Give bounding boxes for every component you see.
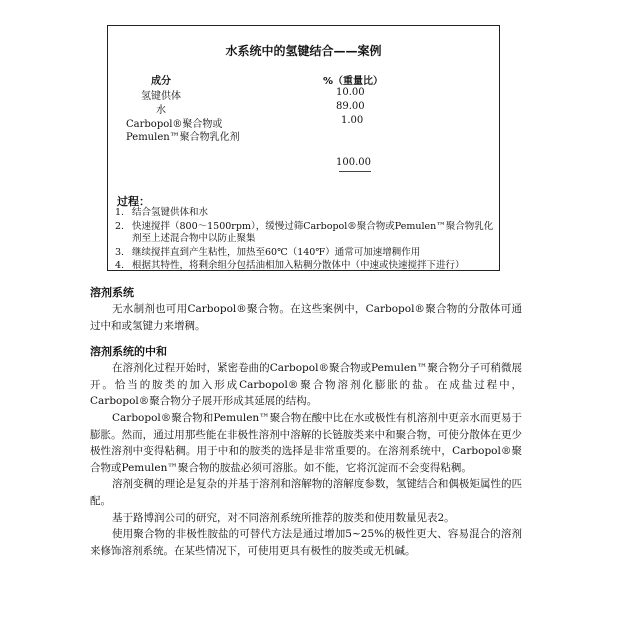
section-heading: 溶剂系统的中和 [90,345,167,359]
example-box [107,25,500,271]
ingredient-percent: 10.00 [336,87,365,98]
process-step: 2. 快速搅拌（800～1500rpm），缓慢过筛Carbopol®聚合物或Pemulen™聚合物乳化剂至上述混合物中以防止聚集 [115,220,494,244]
ingredient-name: Pemulen™聚合物乳化剂 [126,132,240,143]
ingredient-percent: 89.00 [336,101,365,112]
paragraph: Carbopol®聚合物和Pemulen™聚合物在酸中比在水或极性有机溶剂中更亲水而更易于膨胀。然而，通过用那些能在非极性溶剂中溶解的长链胺类来中和聚合物，可使分散体在更少极性溶剂中变得粘稠。用于中和的胺类的选择是非常重要的。在溶剂系统中，Carbopol®聚合物或Pemulen™聚合物的胺盐必须可溶胀。如不能，它将沉淀而不会变得粘稠。 [90,411,522,474]
paragraph: 使用聚合物的非极性胺盐的可替代方法是通过增加5~25%的极性更大、容易混合的溶剂来修饰溶剂系统。在某些情况下，可使用更具有极性的胺类或无机碱。 [90,528,522,557]
body-content [90,285,522,559]
process-step: 4. 根据其特性，将剩余组分包括油相加入粘稠分散体中（中速或快速搅拌下进行） [115,260,465,271]
process-step: 1. 结合氢键供体和水 [115,207,209,218]
paragraph: 在溶剂化过程开始时，紧密卷曲的Carbopol®聚合物或Pemulen™聚合物分子可稍微展开。恰当的胺类的加入形成Carbopol®聚合物溶剂化膨胀的盐。在成盐过程中，Carbopol®聚合物分子展开形成其延展的结构。 [90,362,522,408]
total-percent: 100.00 [336,157,371,168]
percent-header: %（重量比） [323,76,384,87]
ingredient-name: Carbopol®聚合物或 [126,119,223,130]
paragraph: 溶剂变稠的理论是复杂的并基于溶剂和溶解物的溶解度参数，氢键结合和偶极矩属性的匹配。 [90,478,522,507]
paragraph: 无水制剂也可用Carbopol®聚合物。在这些案例中，Carbopol®聚合物的分散体可通过中和或氢键力来增稠。 [90,303,522,332]
ingredient-percent: 1.00 [341,115,364,126]
ingredient-name: 水 [156,105,166,116]
sum-divider [339,171,371,172]
section-heading: 溶剂系统 [90,286,134,299]
process-steps [115,207,495,274]
paragraph: 基于路博润公司的研究，对不同溶剂系统所推荐的胺类和使用数量见表2。 [112,511,455,524]
ingredient-header: 成分 [151,76,171,87]
ingredient-name: 氢键供体 [141,91,181,102]
example-title: 水系统中的氢键结合——案例 [225,44,382,58]
process-step: 3. 继续搅拌直到产生粘性，加热至60℃（140℉）通常可加速增稠作用 [115,246,421,258]
process-title: 过程： [117,195,150,208]
